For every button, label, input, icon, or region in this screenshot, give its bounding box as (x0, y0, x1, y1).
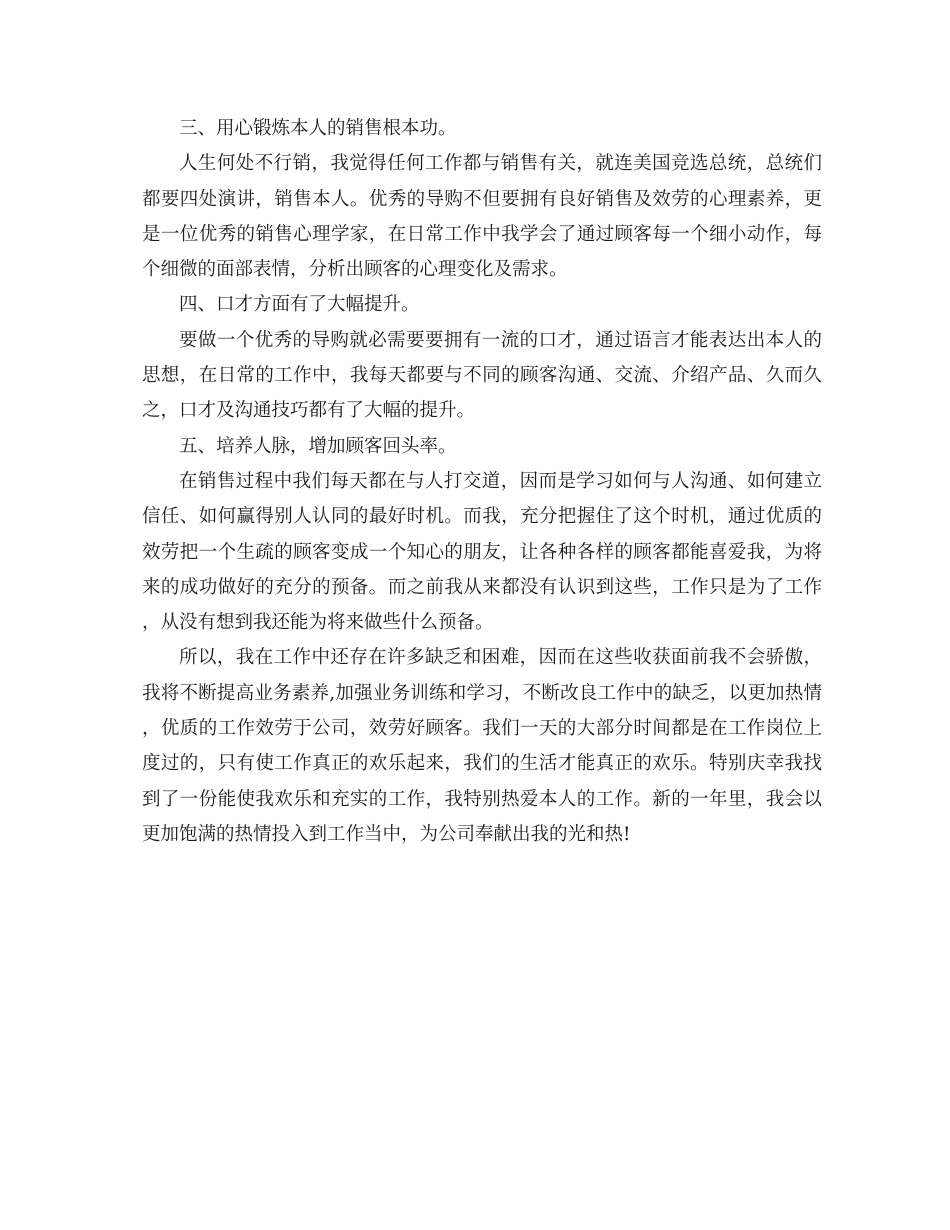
conclusion-paragraph: 所以，我在工作中还存在许多缺乏和困难，因而在这些收获面前我不会骄傲，我将不断提高业务素养,加强业务训练和学习，不断改良工作中的缺乏，以更加热情，优质的工作效劳于公司，效劳好顾客。我们一天的大部分时间都是在工作岗位上度过的，只有使工作真正的欢乐起来，我们的生活才能真正的欢乐。特别庆幸我找到了一份能使我欢乐和充实的工作，我特别热爱本人的工作。新的一年里，我会以更加饱满的热情投入到工作当中，为公司奉献出我的光和热! (142, 647, 822, 845)
body-paragraph: 人生何处不行销，我觉得任何工作都与销售有关，就连美国竞选总统，总统们都要四处演讲，销售本人。优秀的导购不但要拥有良好销售及效劳的心理素养，更是一位优秀的销售心理学家，在日常工作中我学会了通过顾客每一个细小动作，每个细微的面部表情，分析出顾客的心理变化及需求。 (142, 153, 822, 281)
section-heading-5: 五、培养人脉，增加顾客回头率。 (179, 435, 457, 457)
document-body (142, 111, 822, 852)
section-heading-4: 四、口才方面有了大幅提升。 (179, 294, 420, 316)
body-paragraph: 要做一个优秀的导购就必需要要拥有一流的口才，通过语言才能表达出本人的思想，在日常的工作中，我每天都要与不同的顾客沟通、交流、介绍产品、久而久之，口才及沟通技巧都有了大幅的提升。 (142, 329, 822, 422)
body-paragraph: 在销售过程中我们每天都在与人打交道，因而是学习如何与人沟通、如何建立信任、如何赢得别人认同的最好时机。而我，充分把握住了这个时机，通过优质的效劳把一个生疏的顾客变成一个知心的朋友，让各种各样的顾客都能喜爱我，为将来的成功做好的充分的预备。而之前我从来都没有认识到这些，工作只是为了工作，从没有想到我还能为将来做些什么预备。 (142, 470, 822, 634)
section-heading-3: 三、用心锻炼本人的销售根本功。 (179, 118, 457, 139)
